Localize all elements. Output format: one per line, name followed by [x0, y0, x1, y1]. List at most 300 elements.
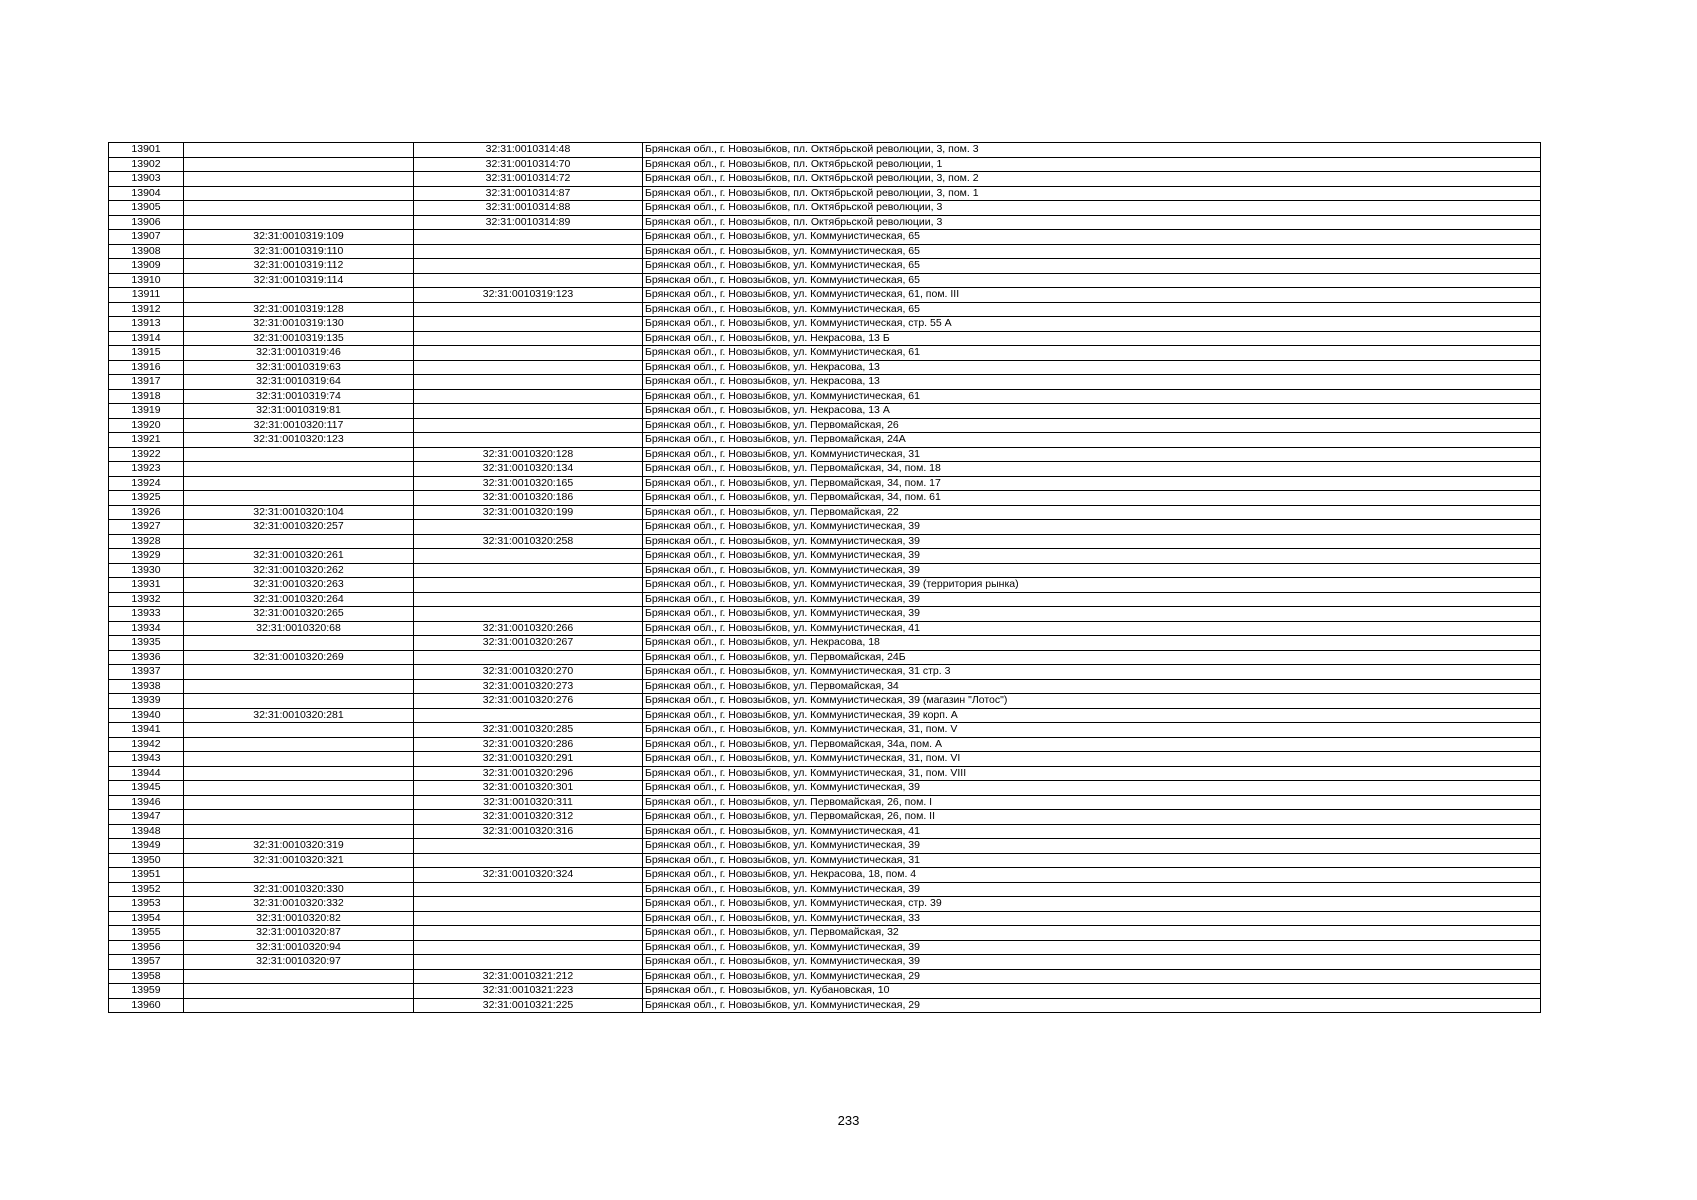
- cadastral-number-alt-cell: 32:31:0010314:87: [414, 186, 643, 201]
- cadastral-number-cell: [184, 215, 414, 230]
- cadastral-number-alt-cell: [414, 360, 643, 375]
- cadastral-number-alt-cell: [414, 317, 643, 332]
- address-cell: Брянская обл., г. Новозыбков, ул. Коммунистическая, 39: [643, 534, 1541, 549]
- cadastral-number-cell: 32:31:0010320:265: [184, 607, 414, 622]
- address-cell: Брянская обл., г. Новозыбков, ул. Первомайская, 22: [643, 505, 1541, 520]
- cadastral-number-cell: 32:31:0010320:97: [184, 955, 414, 970]
- cadastral-number-alt-cell: 32:31:0010314:70: [414, 157, 643, 172]
- cadastral-number-cell: [184, 476, 414, 491]
- table-row: [109, 389, 1541, 404]
- cadastral-number-alt-cell: [414, 346, 643, 361]
- cadastral-number-cell: 32:31:0010320:269: [184, 650, 414, 665]
- row-number-cell: 13916: [109, 360, 184, 375]
- cadastral-number-cell: 32:31:0010320:117: [184, 418, 414, 433]
- cadastral-number-cell: [184, 810, 414, 825]
- table-row: [109, 969, 1541, 984]
- cadastral-number-cell: 32:31:0010320:104: [184, 505, 414, 520]
- cadastral-number-cell: 32:31:0010320:332: [184, 897, 414, 912]
- row-number-cell: 13960: [109, 998, 184, 1013]
- cadastral-number-alt-cell: [414, 375, 643, 390]
- cadastral-number-cell: 32:31:0010320:262: [184, 563, 414, 578]
- row-number-cell: 13934: [109, 621, 184, 636]
- address-cell: Брянская обл., г. Новозыбков, ул. Коммунистическая, 39: [643, 592, 1541, 607]
- table-row: [109, 215, 1541, 230]
- table-row: [109, 781, 1541, 796]
- row-number-cell: 13902: [109, 157, 184, 172]
- cadastral-number-cell: [184, 998, 414, 1013]
- cadastral-number-cell: 32:31:0010320:87: [184, 926, 414, 941]
- cadastral-number-alt-cell: [414, 433, 643, 448]
- row-number-cell: 13911: [109, 288, 184, 303]
- cadastral-number-alt-cell: [414, 302, 643, 317]
- row-number-cell: 13938: [109, 679, 184, 694]
- table-row: [109, 766, 1541, 781]
- table-row: [109, 230, 1541, 245]
- address-cell: Брянская обл., г. Новозыбков, ул. Первомайская, 34, пом. 18: [643, 462, 1541, 477]
- cadastral-number-cell: [184, 969, 414, 984]
- table-row: [109, 926, 1541, 941]
- address-cell: Брянская обл., г. Новозыбков, ул. Коммунистическая, 29: [643, 969, 1541, 984]
- table-row: [109, 737, 1541, 752]
- cadastral-number-alt-cell: [414, 578, 643, 593]
- cadastral-number-cell: 32:31:0010320:281: [184, 708, 414, 723]
- address-cell: Брянская обл., г. Новозыбков, ул. Коммунистическая, 39 (магазин "Лотос"): [643, 694, 1541, 709]
- address-cell: Брянская обл., г. Новозыбков, ул. Коммунистическая, 29: [643, 998, 1541, 1013]
- cadastral-number-alt-cell: 32:31:0010320:270: [414, 665, 643, 680]
- cadastral-number-alt-cell: 32:31:0010320:316: [414, 824, 643, 839]
- cadastral-number-cell: 32:31:0010319:81: [184, 404, 414, 419]
- cadastral-number-cell: 32:31:0010319:130: [184, 317, 414, 332]
- row-number-cell: 13925: [109, 491, 184, 506]
- cadastral-number-alt-cell: [414, 650, 643, 665]
- cadastral-number-cell: 32:31:0010319:128: [184, 302, 414, 317]
- row-number-cell: 13917: [109, 375, 184, 390]
- cadastral-number-cell: [184, 665, 414, 680]
- table-row: [109, 636, 1541, 651]
- address-cell: Брянская обл., г. Новозыбков, ул. Коммунистическая, 39: [643, 563, 1541, 578]
- cadastral-number-alt-cell: [414, 563, 643, 578]
- cadastral-number-cell: 32:31:0010320:321: [184, 853, 414, 868]
- table-row: [109, 505, 1541, 520]
- address-cell: Брянская обл., г. Новозыбков, ул. Первомайская, 34, пом. 17: [643, 476, 1541, 491]
- cadastral-number-alt-cell: 32:31:0010320:291: [414, 752, 643, 767]
- cadastral-number-cell: 32:31:0010320:68: [184, 621, 414, 636]
- cadastral-number-cell: [184, 824, 414, 839]
- table-row: [109, 940, 1541, 955]
- cadastral-number-alt-cell: 32:31:0010314:48: [414, 143, 643, 158]
- cadastral-number-alt-cell: [414, 273, 643, 288]
- address-cell: Брянская обл., г. Новозыбков, пл. Октябрьской революции, 3, пом. 3: [643, 143, 1541, 158]
- address-cell: Брянская обл., г. Новозыбков, ул. Коммунистическая, 31: [643, 853, 1541, 868]
- cadastral-number-alt-cell: [414, 955, 643, 970]
- address-cell: Брянская обл., г. Новозыбков, ул. Первомайская, 24А: [643, 433, 1541, 448]
- cadastral-number-cell: [184, 491, 414, 506]
- cadastral-number-cell: 32:31:0010320:261: [184, 549, 414, 564]
- row-number-cell: 13931: [109, 578, 184, 593]
- table-row: [109, 592, 1541, 607]
- row-number-cell: 13921: [109, 433, 184, 448]
- row-number-cell: 13923: [109, 462, 184, 477]
- cadastral-number-cell: [184, 868, 414, 883]
- cadastral-number-cell: [184, 984, 414, 999]
- row-number-cell: 13918: [109, 389, 184, 404]
- cadastral-number-cell: 32:31:0010319:110: [184, 244, 414, 259]
- table-row: [109, 476, 1541, 491]
- row-number-cell: 13910: [109, 273, 184, 288]
- cadastral-number-alt-cell: [414, 607, 643, 622]
- cadastral-number-cell: 32:31:0010319:112: [184, 259, 414, 274]
- table-row: [109, 520, 1541, 535]
- address-cell: Брянская обл., г. Новозыбков, ул. Коммунистическая, стр. 55 А: [643, 317, 1541, 332]
- cadastral-number-cell: [184, 462, 414, 477]
- cadastral-number-alt-cell: [414, 331, 643, 346]
- cadastral-number-cell: [184, 694, 414, 709]
- cadastral-number-alt-cell: 32:31:0010314:88: [414, 201, 643, 216]
- cadastral-number-cell: [184, 143, 414, 158]
- table-row: [109, 346, 1541, 361]
- table-row: [109, 288, 1541, 303]
- table-row: [109, 998, 1541, 1013]
- row-number-cell: 13929: [109, 549, 184, 564]
- address-cell: Брянская обл., г. Новозыбков, ул. Коммунистическая, 39 (территория рынка): [643, 578, 1541, 593]
- address-cell: Брянская обл., г. Новозыбков, ул. Первомайская, 26, пом. I: [643, 795, 1541, 810]
- cadastral-number-alt-cell: [414, 404, 643, 419]
- table-row: [109, 984, 1541, 999]
- cadastral-number-alt-cell: [414, 389, 643, 404]
- address-cell: Брянская обл., г. Новозыбков, ул. Коммунистическая, 39: [643, 781, 1541, 796]
- row-number-cell: 13949: [109, 839, 184, 854]
- table-row: [109, 723, 1541, 738]
- table-row: [109, 418, 1541, 433]
- address-cell: Брянская обл., г. Новозыбков, ул. Кубановская, 10: [643, 984, 1541, 999]
- table-row: [109, 578, 1541, 593]
- cadastral-number-alt-cell: [414, 708, 643, 723]
- table-row: [109, 650, 1541, 665]
- cadastral-number-cell: 32:31:0010320:123: [184, 433, 414, 448]
- table-row: [109, 172, 1541, 187]
- cadastral-number-alt-cell: [414, 230, 643, 245]
- address-cell: Брянская обл., г. Новозыбков, пл. Октябрьской революции, 3, пом. 1: [643, 186, 1541, 201]
- table-row: [109, 853, 1541, 868]
- address-cell: Брянская обл., г. Новозыбков, ул. Первомайская, 24Б: [643, 650, 1541, 665]
- address-cell: Брянская обл., г. Новозыбков, пл. Октябрьской революции, 1: [643, 157, 1541, 172]
- row-number-cell: 13952: [109, 882, 184, 897]
- row-number-cell: 13940: [109, 708, 184, 723]
- row-number-cell: 13913: [109, 317, 184, 332]
- table-row: [109, 404, 1541, 419]
- cadastral-number-cell: 32:31:0010320:264: [184, 592, 414, 607]
- cadastral-number-alt-cell: [414, 520, 643, 535]
- row-number-cell: 13912: [109, 302, 184, 317]
- cadastral-number-cell: 32:31:0010319:114: [184, 273, 414, 288]
- cadastral-number-alt-cell: [414, 549, 643, 564]
- registry-table-body: [109, 143, 1541, 1013]
- address-cell: Брянская обл., г. Новозыбков, ул. Коммунистическая, 39: [643, 940, 1541, 955]
- address-cell: Брянская обл., г. Новозыбков, ул. Коммунистическая, 65: [643, 244, 1541, 259]
- row-number-cell: 13930: [109, 563, 184, 578]
- row-number-cell: 13936: [109, 650, 184, 665]
- address-cell: Брянская обл., г. Новозыбков, ул. Первомайская, 34а, пом. А: [643, 737, 1541, 752]
- address-cell: Брянская обл., г. Новозыбков, ул. Коммунистическая, 39: [643, 955, 1541, 970]
- row-number-cell: 13926: [109, 505, 184, 520]
- address-cell: Брянская обл., г. Новозыбков, ул. Коммунистическая, 31 стр. 3: [643, 665, 1541, 680]
- address-cell: Брянская обл., г. Новозыбков, ул. Некрасова, 13 Б: [643, 331, 1541, 346]
- row-number-cell: 13903: [109, 172, 184, 187]
- table-row: [109, 331, 1541, 346]
- table-row: [109, 244, 1541, 259]
- row-number-cell: 13909: [109, 259, 184, 274]
- table-row: [109, 810, 1541, 825]
- address-cell: Брянская обл., г. Новозыбков, ул. Первомайская, 26, пом. II: [643, 810, 1541, 825]
- cadastral-number-alt-cell: 32:31:0010320:267: [414, 636, 643, 651]
- cadastral-number-alt-cell: 32:31:0010320:258: [414, 534, 643, 549]
- row-number-cell: 13907: [109, 230, 184, 245]
- cadastral-number-cell: 32:31:0010319:74: [184, 389, 414, 404]
- row-number-cell: 13948: [109, 824, 184, 839]
- row-number-cell: 13906: [109, 215, 184, 230]
- address-cell: Брянская обл., г. Новозыбков, ул. Коммунистическая, 65: [643, 259, 1541, 274]
- cadastral-number-cell: 32:31:0010319:64: [184, 375, 414, 390]
- row-number-cell: 13953: [109, 897, 184, 912]
- row-number-cell: 13950: [109, 853, 184, 868]
- row-number-cell: 13957: [109, 955, 184, 970]
- table-row: [109, 201, 1541, 216]
- cadastral-number-alt-cell: [414, 897, 643, 912]
- address-cell: Брянская обл., г. Новозыбков, ул. Коммунистическая, 31, пом. VIII: [643, 766, 1541, 781]
- cadastral-number-cell: 32:31:0010319:109: [184, 230, 414, 245]
- address-cell: Брянская обл., г. Новозыбков, ул. Коммунистическая, 39: [643, 607, 1541, 622]
- table-row: [109, 911, 1541, 926]
- table-row: [109, 375, 1541, 390]
- cadastral-number-alt-cell: 32:31:0010320:285: [414, 723, 643, 738]
- row-number-cell: 13955: [109, 926, 184, 941]
- table-row: [109, 868, 1541, 883]
- row-number-cell: 13941: [109, 723, 184, 738]
- table-row: [109, 186, 1541, 201]
- address-cell: Брянская обл., г. Новозыбков, ул. Коммунистическая, 39: [643, 549, 1541, 564]
- cadastral-number-alt-cell: 32:31:0010320:276: [414, 694, 643, 709]
- cadastral-number-alt-cell: 32:31:0010320:324: [414, 868, 643, 883]
- cadastral-number-cell: 32:31:0010320:330: [184, 882, 414, 897]
- address-cell: Брянская обл., г. Новозыбков, ул. Некрасова, 18: [643, 636, 1541, 651]
- address-cell: Брянская обл., г. Новозыбков, ул. Коммунистическая, 41: [643, 824, 1541, 839]
- address-cell: Брянская обл., г. Новозыбков, ул. Некрасова, 13: [643, 375, 1541, 390]
- table-row: [109, 824, 1541, 839]
- cadastral-number-cell: [184, 172, 414, 187]
- cadastral-number-alt-cell: 32:31:0010320:165: [414, 476, 643, 491]
- table-row: [109, 534, 1541, 549]
- row-number-cell: 13932: [109, 592, 184, 607]
- address-cell: Брянская обл., г. Новозыбков, ул. Коммунистическая, 39: [643, 882, 1541, 897]
- cadastral-number-cell: 32:31:0010320:257: [184, 520, 414, 535]
- cadastral-number-alt-cell: 32:31:0010314:72: [414, 172, 643, 187]
- table-row: [109, 752, 1541, 767]
- row-number-cell: 13927: [109, 520, 184, 535]
- cadastral-number-alt-cell: [414, 853, 643, 868]
- address-cell: Брянская обл., г. Новозыбков, ул. Коммунистическая, 39: [643, 839, 1541, 854]
- row-number-cell: 13928: [109, 534, 184, 549]
- table-row: [109, 708, 1541, 723]
- cadastral-number-alt-cell: [414, 940, 643, 955]
- table-row: [109, 259, 1541, 274]
- cadastral-number-alt-cell: [414, 259, 643, 274]
- row-number-cell: 13901: [109, 143, 184, 158]
- table-row: [109, 621, 1541, 636]
- address-cell: Брянская обл., г. Новозыбков, ул. Коммунистическая, 31, пом. VI: [643, 752, 1541, 767]
- address-cell: Брянская обл., г. Новозыбков, пл. Октябрьской революции, 3: [643, 215, 1541, 230]
- cadastral-number-alt-cell: 32:31:0010320:128: [414, 447, 643, 462]
- row-number-cell: 13951: [109, 868, 184, 883]
- cadastral-number-alt-cell: [414, 882, 643, 897]
- row-number-cell: 13937: [109, 665, 184, 680]
- cadastral-number-cell: [184, 636, 414, 651]
- cadastral-number-alt-cell: 32:31:0010320:199: [414, 505, 643, 520]
- cadastral-number-alt-cell: [414, 418, 643, 433]
- row-number-cell: 13959: [109, 984, 184, 999]
- cadastral-number-alt-cell: 32:31:0010320:186: [414, 491, 643, 506]
- row-number-cell: 13908: [109, 244, 184, 259]
- address-cell: Брянская обл., г. Новозыбков, ул. Коммунистическая, 31: [643, 447, 1541, 462]
- cadastral-number-cell: 32:31:0010319:135: [184, 331, 414, 346]
- cadastral-number-cell: [184, 157, 414, 172]
- table-row: [109, 317, 1541, 332]
- row-number-cell: 13945: [109, 781, 184, 796]
- cadastral-number-cell: [184, 679, 414, 694]
- cadastral-number-cell: [184, 447, 414, 462]
- cadastral-number-cell: 32:31:0010319:63: [184, 360, 414, 375]
- cadastral-number-alt-cell: 32:31:0010321:225: [414, 998, 643, 1013]
- page-number: 233: [837, 1113, 860, 1128]
- row-number-cell: 13943: [109, 752, 184, 767]
- table-row: [109, 302, 1541, 317]
- row-number-cell: 13904: [109, 186, 184, 201]
- cadastral-number-cell: [184, 737, 414, 752]
- row-number-cell: 13956: [109, 940, 184, 955]
- row-number-cell: 13922: [109, 447, 184, 462]
- cadastral-number-alt-cell: 32:31:0010320:266: [414, 621, 643, 636]
- cadastral-number-cell: [184, 766, 414, 781]
- cadastral-number-alt-cell: 32:31:0010320:312: [414, 810, 643, 825]
- cadastral-number-alt-cell: 32:31:0010320:296: [414, 766, 643, 781]
- row-number-cell: 13914: [109, 331, 184, 346]
- table-row: [109, 955, 1541, 970]
- cadastral-number-alt-cell: 32:31:0010321:212: [414, 969, 643, 984]
- cadastral-number-alt-cell: [414, 592, 643, 607]
- cadastral-number-alt-cell: [414, 839, 643, 854]
- row-number-cell: 13958: [109, 969, 184, 984]
- cadastral-number-alt-cell: 32:31:0010321:223: [414, 984, 643, 999]
- address-cell: Брянская обл., г. Новозыбков, ул. Коммунистическая, 61: [643, 346, 1541, 361]
- table-row: [109, 143, 1541, 158]
- address-cell: Брянская обл., г. Новозыбков, ул. Коммунистическая, 33: [643, 911, 1541, 926]
- address-cell: Брянская обл., г. Новозыбков, ул. Коммунистическая, 65: [643, 273, 1541, 288]
- table-row: [109, 360, 1541, 375]
- cadastral-number-cell: 32:31:0010320:82: [184, 911, 414, 926]
- table-row: [109, 273, 1541, 288]
- table-row: [109, 491, 1541, 506]
- address-cell: Брянская обл., г. Новозыбков, ул. Некрасова, 13: [643, 360, 1541, 375]
- table-row: [109, 607, 1541, 622]
- address-cell: Брянская обл., г. Новозыбков, ул. Коммунистическая, стр. 39: [643, 897, 1541, 912]
- address-cell: Брянская обл., г. Новозыбков, ул. Коммунистическая, 31, пом. V: [643, 723, 1541, 738]
- table-row: [109, 433, 1541, 448]
- row-number-cell: 13905: [109, 201, 184, 216]
- cadastral-number-alt-cell: 32:31:0010320:273: [414, 679, 643, 694]
- cadastral-number-cell: [184, 201, 414, 216]
- table-row: [109, 795, 1541, 810]
- address-cell: Брянская обл., г. Новозыбков, ул. Коммунистическая, 61: [643, 389, 1541, 404]
- table-row: [109, 157, 1541, 172]
- table-row: [109, 694, 1541, 709]
- row-number-cell: 13924: [109, 476, 184, 491]
- row-number-cell: 13944: [109, 766, 184, 781]
- cadastral-number-alt-cell: [414, 911, 643, 926]
- table-row: [109, 839, 1541, 854]
- cadastral-number-alt-cell: 32:31:0010320:134: [414, 462, 643, 477]
- table-row: [109, 679, 1541, 694]
- table-row: [109, 549, 1541, 564]
- cadastral-number-cell: [184, 781, 414, 796]
- address-cell: Брянская обл., г. Новозыбков, ул. Первомайская, 32: [643, 926, 1541, 941]
- cadastral-number-cell: [184, 534, 414, 549]
- address-cell: Брянская обл., г. Новозыбков, ул. Коммунистическая, 39 корп. А: [643, 708, 1541, 723]
- address-cell: Брянская обл., г. Новозыбков, ул. Первомайская, 26: [643, 418, 1541, 433]
- row-number-cell: 13915: [109, 346, 184, 361]
- table-row: [109, 563, 1541, 578]
- row-number-cell: 13946: [109, 795, 184, 810]
- cadastral-number-cell: [184, 795, 414, 810]
- table-row: [109, 447, 1541, 462]
- row-number-cell: 13933: [109, 607, 184, 622]
- cadastral-number-cell: 32:31:0010319:46: [184, 346, 414, 361]
- cadastral-number-alt-cell: 32:31:0010320:286: [414, 737, 643, 752]
- row-number-cell: 13942: [109, 737, 184, 752]
- row-number-cell: 13935: [109, 636, 184, 651]
- address-cell: Брянская обл., г. Новозыбков, пл. Октябрьской революции, 3, пом. 2: [643, 172, 1541, 187]
- address-cell: Брянская обл., г. Новозыбков, ул. Коммунистическая, 65: [643, 302, 1541, 317]
- cadastral-number-alt-cell: 32:31:0010319:123: [414, 288, 643, 303]
- cadastral-number-cell: [184, 723, 414, 738]
- address-cell: Брянская обл., г. Новозыбков, ул. Некрасова, 18, пом. 4: [643, 868, 1541, 883]
- address-cell: Брянская обл., г. Новозыбков, ул. Коммунистическая, 65: [643, 230, 1541, 245]
- table-row: [109, 897, 1541, 912]
- cadastral-number-alt-cell: [414, 926, 643, 941]
- row-number-cell: 13939: [109, 694, 184, 709]
- cadastral-number-alt-cell: 32:31:0010320:311: [414, 795, 643, 810]
- address-cell: Брянская обл., г. Новозыбков, ул. Коммунистическая, 39: [643, 520, 1541, 535]
- table-row: [109, 462, 1541, 477]
- row-number-cell: 13919: [109, 404, 184, 419]
- row-number-cell: 13954: [109, 911, 184, 926]
- cadastral-number-cell: 32:31:0010320:94: [184, 940, 414, 955]
- address-cell: Брянская обл., г. Новозыбков, ул. Первомайская, 34, пом. 61: [643, 491, 1541, 506]
- address-cell: Брянская обл., г. Новозыбков, ул. Коммунистическая, 41: [643, 621, 1541, 636]
- address-cell: Брянская обл., г. Новозыбков, ул. Некрасова, 13 А: [643, 404, 1541, 419]
- row-number-cell: 13947: [109, 810, 184, 825]
- cadastral-number-alt-cell: [414, 244, 643, 259]
- table-row: [109, 882, 1541, 897]
- cadastral-number-alt-cell: 32:31:0010314:89: [414, 215, 643, 230]
- cadastral-number-alt-cell: 32:31:0010320:301: [414, 781, 643, 796]
- cadastral-number-cell: [184, 752, 414, 767]
- table-row: [109, 665, 1541, 680]
- cadastral-number-cell: [184, 288, 414, 303]
- address-cell: Брянская обл., г. Новозыбков, пл. Октябрьской революции, 3: [643, 201, 1541, 216]
- row-number-cell: 13920: [109, 418, 184, 433]
- cadastral-number-cell: 32:31:0010320:263: [184, 578, 414, 593]
- cadastral-number-cell: 32:31:0010320:319: [184, 839, 414, 854]
- address-cell: Брянская обл., г. Новозыбков, ул. Коммунистическая, 61, пом. III: [643, 288, 1541, 303]
